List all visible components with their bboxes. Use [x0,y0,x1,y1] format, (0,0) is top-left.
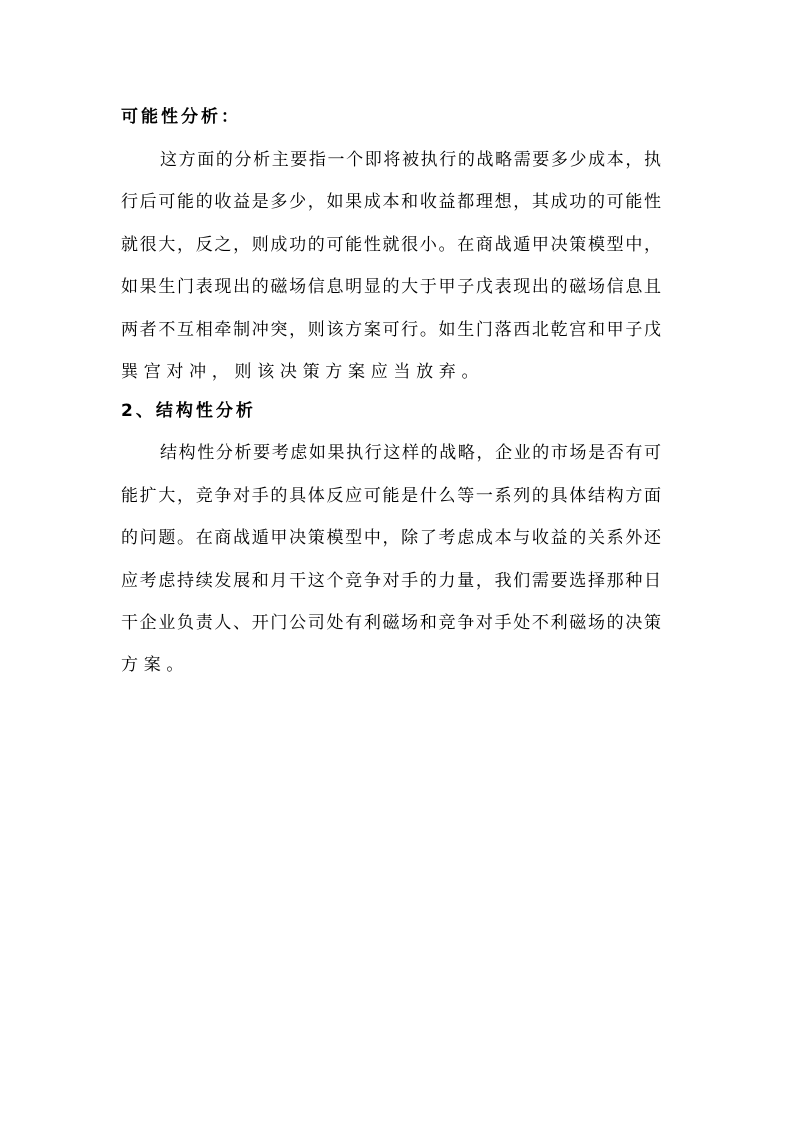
paragraph-line: 方案。 [121,655,190,675]
paragraph-line: 干企业负责人、开门公司处有利磁场和竞争对手处不利磁场的决策 [121,613,661,633]
paragraph-line: 如果生门表现出的磁场信息明显的大于甲子戊表现出的磁场信息且 [121,277,661,297]
paragraph-line: 就很大，反之，则成功的可能性就很小。在商战遁甲决策模型中， [121,235,661,255]
section-heading-feasibility: 可能性分析： [121,107,241,127]
paragraph-line: 结构性分析要考虑如果执行这样的战略，企业的市场是否有可 [160,443,661,463]
paragraph-line: 的问题。在商战遁甲决策模型中，除了考虑成本与收益的关系外还 [121,528,661,548]
paragraph-line: 能扩大，竞争对手的具体反应可能是什么等一系列的具体结构方面 [121,486,661,506]
paragraph-line: 巽宫对冲，则该决策方案应当放弃。 [121,362,485,382]
paragraph-line: 两者不互相牵制冲突，则该方案可行。如生门落西北乾宫和甲子戊 [121,320,661,340]
section-heading-structural: 2、结构性分析 [121,401,256,421]
paragraph-line: 这方面的分析主要指一个即将被执行的战略需要多少成本，执 [160,150,661,170]
paragraph-line: 应考虑持续发展和月干这个竞争对手的力量，我们需要选择那种日 [121,571,661,591]
paragraph-line: 行后可能的收益是多少，如果成本和收益都理想，其成功的可能性 [121,192,661,212]
